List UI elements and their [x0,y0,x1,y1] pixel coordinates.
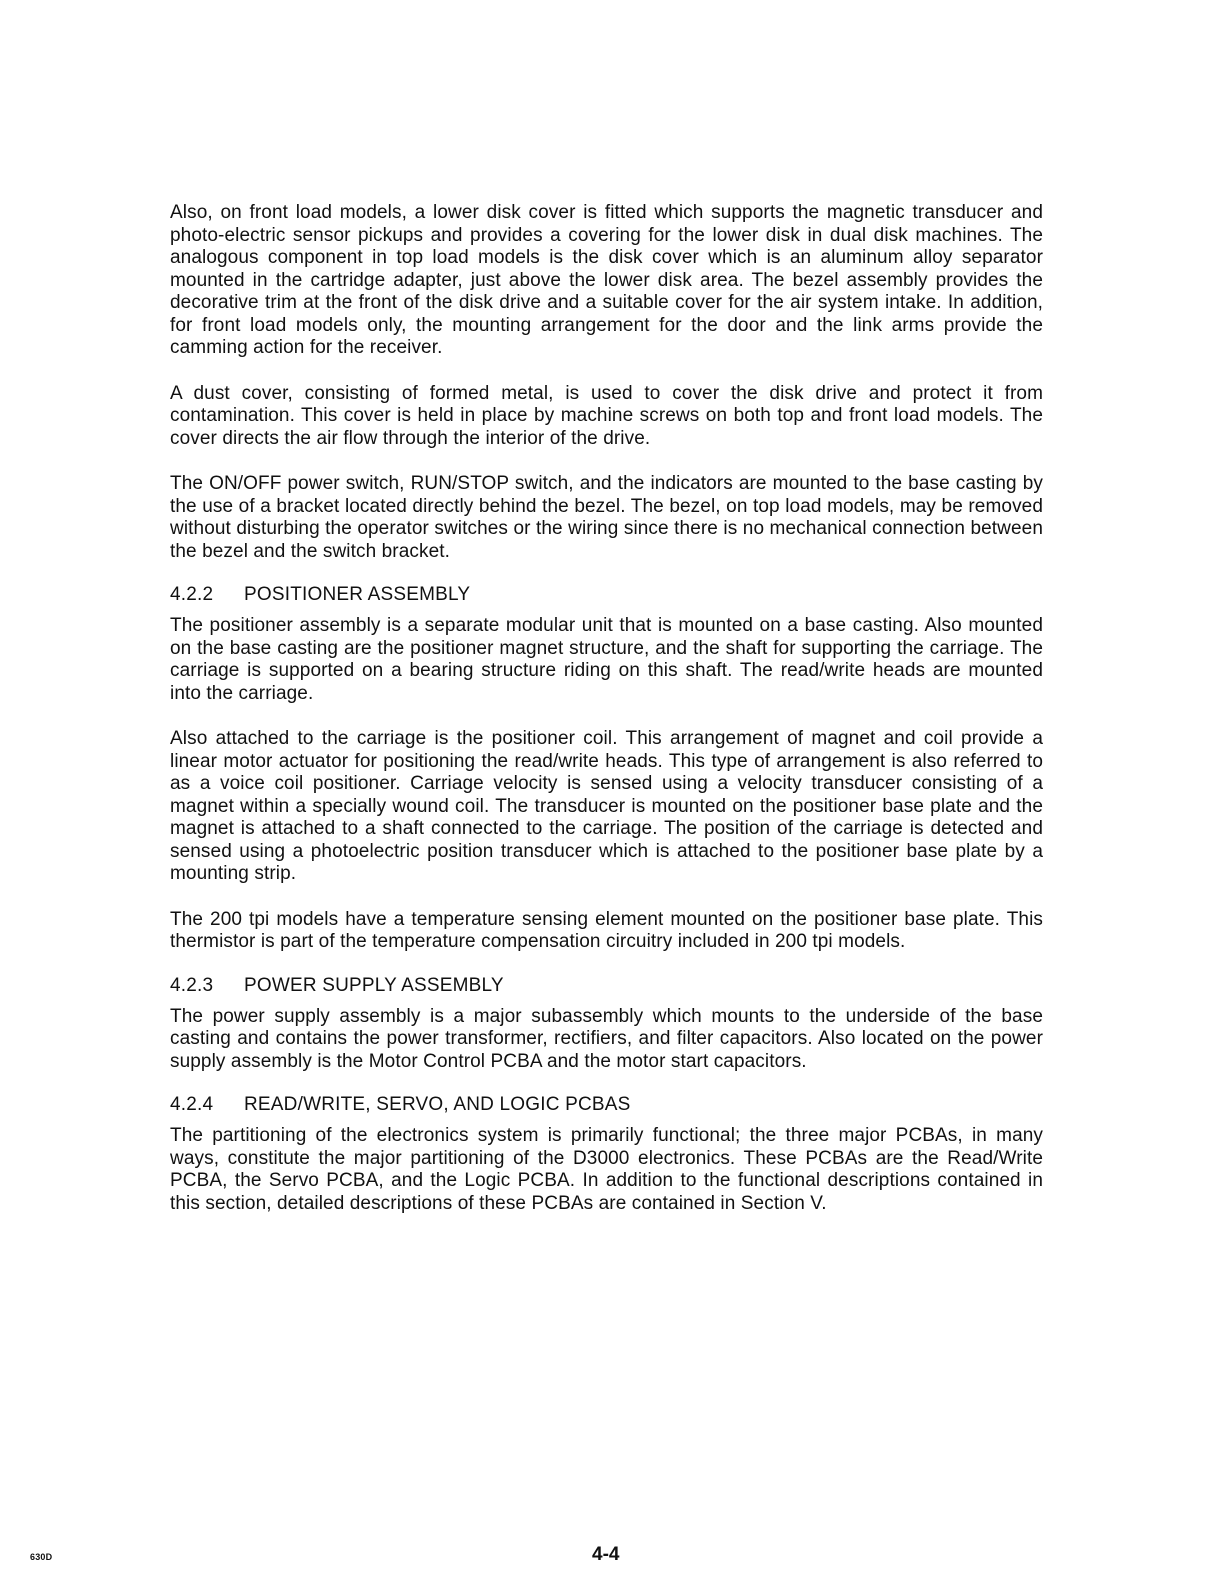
section-number: 4.2.3 [170,974,214,996]
paragraph-positioner-unit: The positioner assembly is a separate modular unit that is mounted on a base casting. Also mounted on the base casting are the positioner magnet structure, and the shaft for supporting the carriage. The carriage is supported on a bearing structure riding on this shaft. The read/write heads are mounted into the carriage. [170,615,1043,704]
paragraph-power-supply: The power supply assembly is a major subassembly which mounts to the underside of the base casting and contains the power transformer, rectifiers, and filter capacitors. Also located on the power supply assembly is the Motor Control PCBA and the motor start capacitors. [170,1005,1043,1072]
section-title: POWER SUPPLY ASSEMBLY [244,974,504,996]
page-body [170,202,1043,1215]
document-code: 630D [30,1552,53,1562]
section-pcbas [170,1094,1043,1215]
paragraph-power-switch: The ON/OFF power switch, RUN/STOP switch, and the indicators are mounted to the base casting by the use of a bracket located directly behind the bezel. The bezel, on top load models, may be removed without disturbing the operator switches or the wiring since there is no mechanical connection between the bezel and the switch bracket. [170,473,1043,562]
section-heading [170,975,1043,997]
section-number: 4.2.4 [170,1094,214,1115]
section-positioner-assembly [170,584,1043,954]
section-power-supply-assembly [170,975,1043,1074]
section-title: READ/WRITE, SERVO, AND LOGIC PCBAS [244,1094,631,1115]
paragraph-thermistor: The 200 tpi models have a temperature sensing element mounted on the positioner base plate. This thermistor is part of the temperature compensation circuitry included in 200 tpi models. [170,908,1043,952]
paragraph-dust-cover: A dust cover, consisting of formed metal, is used to cover the disk drive and protect it from contamination. This cover is held in place by machine screws on both top and front load models. The cover directs the air flow through the interior of the drive. [170,382,1043,449]
paragraph-positioner-coil: Also attached to the carriage is the positioner coil. This arrangement of magnet and coil provide a linear motor actuator for positioning the read/write heads. This type of arrangement is also referred to as a voice coil positioner. Carriage velocity is sensed using a velocity transducer consisting of a magnet within a specially wound coil. The transducer is mounted on the positioner base plate and the magnet is attached to a shaft connected to the carriage. The position of the carriage is detected and sensed using a photoelectric position transducer which is attached to the positioner base plate by a mounting strip. [170,728,1043,884]
paragraph-pcba-partitioning: The partitioning of the electronics system is primarily functional; the three major PCBAs, in many ways, constitute the major partitioning of the D3000 electronics. These PCBAs are the Read/Write PCBA, the Servo PCBA, and the Logic PCBA. In addition to the functional descriptions contained in this section, detailed descriptions of these PCBAs are contained in Section V. [170,1125,1043,1214]
section-number: 4.2.2 [170,584,214,605]
page-number: 4-4 [592,1544,620,1565]
paragraph-lower-disk-cover: Also, on front load models, a lower disk cover is fitted which supports the magnetic transducer and photo-electric sensor pickups and provides a covering for the lower disk in dual disk machines. The analogous component in top load models is the disk cover which is an aluminum alloy separator mounted in the cartridge adapter, just above the lower disk area. The bezel assembly provides the decorative trim at the front of the disk drive and a suitable cover for the air system intake. In addition, for front load models only, the mounting arrangement for the door and the link arms provide the camming action for the receiver. [170,202,1043,358]
section-heading [170,584,1043,606]
section-heading [170,1094,1043,1116]
section-title: POSITIONER ASSEMBLY [244,584,471,605]
